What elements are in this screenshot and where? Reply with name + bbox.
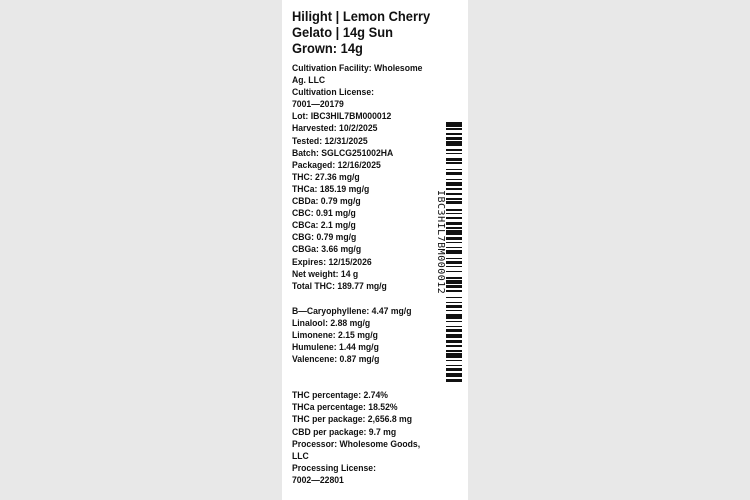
label-line: Net weight: 14 g — [292, 268, 359, 280]
barcode-bar — [446, 209, 462, 211]
barcode-bar — [446, 201, 462, 204]
barcode-bar — [446, 133, 462, 135]
barcode-bar — [446, 368, 462, 371]
package-line: THC per package: 2,656.8 mg — [292, 414, 412, 426]
package-line: CBD per package: 9.7 mg — [292, 426, 397, 438]
label-line: Packaged: 12/16/2025 — [292, 159, 381, 171]
barcode-bar — [446, 290, 462, 292]
barcode-bar — [446, 122, 462, 127]
barcode-bar — [446, 137, 462, 140]
barcode-bar — [446, 247, 462, 249]
label-line: CBC: 0.91 mg/g — [292, 208, 356, 220]
barcode-bar — [446, 237, 462, 240]
barcode-bar — [446, 310, 462, 312]
label-line: 7001—20179 — [292, 99, 344, 111]
package-line: THCa percentage: 18.52% — [292, 402, 398, 414]
barcode-bar — [446, 329, 462, 332]
label-line: Total THC: 189.77 mg/g — [292, 280, 387, 292]
barcode-bar — [446, 153, 462, 155]
label-line: THC: 27.36 mg/g — [292, 171, 360, 183]
barcode-bar — [446, 321, 462, 323]
package-line: LLC — [292, 450, 309, 462]
package-line: Processing License: — [292, 462, 376, 474]
barcode-text: IBC3HIL7BM000012 — [435, 190, 446, 295]
label-line: CBCa: 2.1 mg/g — [292, 220, 356, 232]
barcode-bar — [446, 302, 462, 304]
barcode-bar — [446, 365, 462, 367]
barcode-bar — [446, 340, 462, 343]
barcode-bar — [446, 258, 462, 260]
barcode-bar — [446, 162, 462, 164]
spacer — [292, 293, 442, 306]
label-line: Harvested: 10/2/2025 — [292, 123, 378, 135]
barcode-bar — [446, 198, 462, 200]
terpene-line: Limonene: 2.15 mg/g — [292, 329, 378, 341]
barcode-bar — [446, 285, 462, 288]
barcode-bar — [446, 141, 462, 146]
label-line: CBDa: 0.79 mg/g — [292, 196, 361, 208]
label-line: Tested: 12/31/2025 — [292, 135, 368, 147]
barcode-bar — [446, 213, 462, 215]
spacer — [292, 366, 442, 390]
barcode-bar — [446, 297, 462, 299]
barcode-bar — [446, 222, 462, 225]
barcode — [446, 122, 462, 384]
terpene-line: B—Caryophyllene: 4.47 mg/g — [292, 305, 412, 317]
barcode-bar — [446, 230, 462, 235]
barcode-bar — [446, 188, 462, 190]
barcode-bar — [446, 277, 462, 279]
barcode-bar — [446, 250, 462, 255]
barcode-bar — [446, 182, 462, 187]
product-title: Hilight | Lemon Cherry Gelato | 14g Sun Grown: 14g — [292, 8, 431, 56]
barcode-bar — [446, 353, 462, 358]
package-line: THC percentage: 2.74% — [292, 390, 388, 402]
barcode-bar — [446, 261, 462, 264]
label-line: CBG: 0.79 mg/g — [292, 232, 357, 244]
package-line: 7002—22801 — [292, 474, 344, 486]
barcode-bar — [446, 345, 462, 347]
label-line: THCa: 185.19 mg/g — [292, 183, 370, 195]
barcode-bar — [446, 334, 462, 339]
label-details — [292, 63, 442, 487]
terpene-line: Valencene: 0.87 mg/g — [292, 354, 380, 366]
barcode-bar — [446, 280, 462, 283]
terpene-line: Linalool: 2.88 mg/g — [292, 317, 371, 329]
barcode-bar — [446, 169, 462, 171]
barcode-bar — [446, 128, 462, 130]
barcode-bar — [446, 305, 462, 308]
label-line: Ag. LLC — [292, 75, 326, 87]
label-line: Expires: 12/15/2026 — [292, 256, 372, 268]
barcode-bars — [446, 122, 462, 384]
terpene-line: Humulene: 1.44 mg/g — [292, 342, 379, 354]
label-line: Cultivation Facility: Wholesome — [292, 63, 423, 74]
barcode-bar — [446, 373, 462, 378]
barcode-bar — [446, 179, 462, 181]
barcode-bar — [446, 360, 462, 362]
barcode-bar — [446, 314, 462, 319]
barcode-bar — [446, 227, 462, 229]
barcode-bar — [446, 217, 462, 219]
barcode-bar — [446, 242, 462, 244]
barcode-bar — [446, 326, 462, 328]
barcode-bar — [446, 379, 462, 382]
barcode-bar — [446, 158, 462, 161]
package-line: Processor: Wholesome Goods, — [292, 438, 421, 450]
label-line: CBGa: 3.66 mg/g — [292, 244, 362, 256]
barcode-bar — [446, 350, 462, 352]
barcode-bar — [446, 172, 462, 175]
label-line: Batch: SGLCG251002HA — [292, 147, 394, 159]
barcode-bar — [446, 266, 462, 268]
barcode-bar — [446, 193, 462, 195]
label-line: Cultivation License: — [292, 87, 375, 99]
barcode-bar — [446, 149, 462, 151]
barcode-bar — [446, 271, 462, 273]
label-line: Lot: IBC3HIL7BM000012 — [292, 111, 392, 123]
